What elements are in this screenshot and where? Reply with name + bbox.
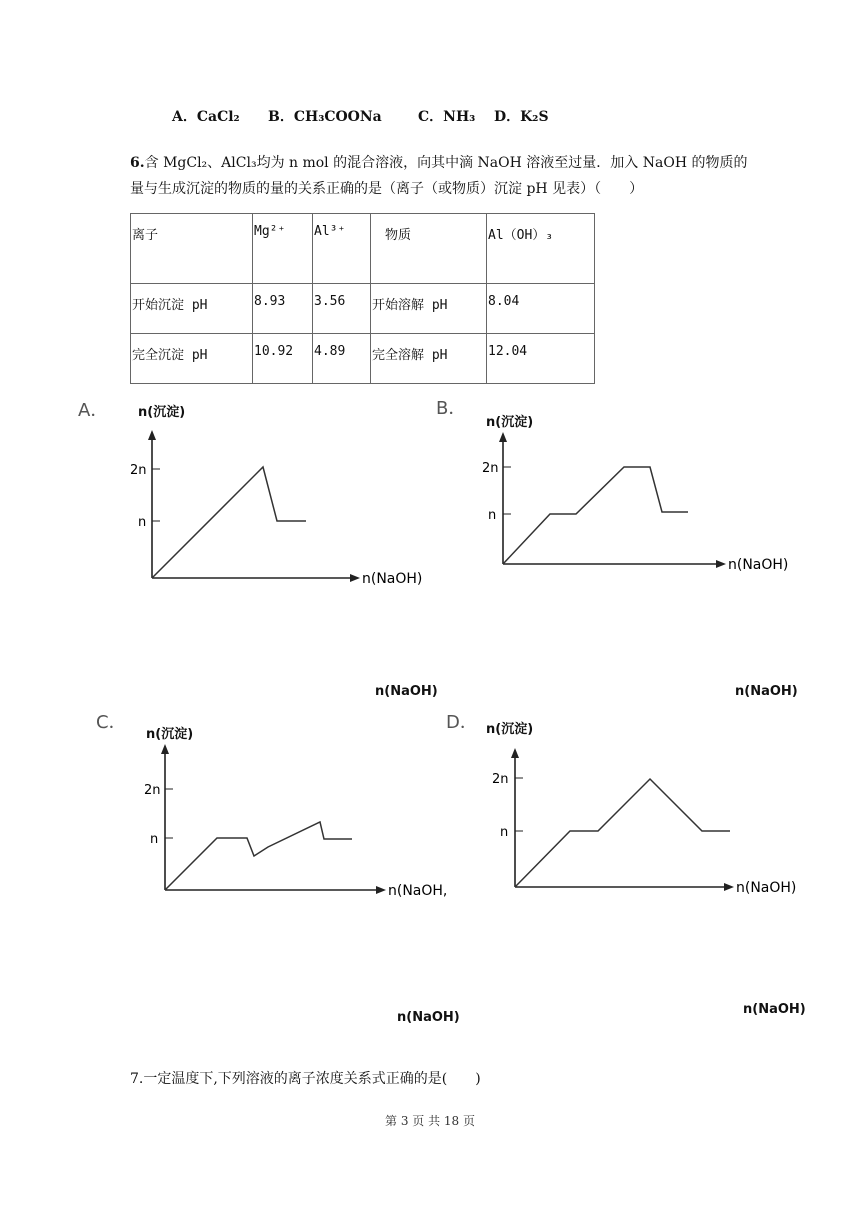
graph-d-x-arrow [724, 883, 734, 891]
graph-d-svg [440, 704, 820, 904]
graph-a-ylabel: n(沉淀) [138, 405, 186, 420]
table-cell: 完全溶解 pH [371, 334, 487, 384]
q6-number: 6. [130, 155, 145, 171]
q6-line2: 量与生成沉淀的物质的量的关系正确的是（离子（或物质）沉淀 pH 见表）（ ） [130, 181, 644, 197]
option-c: C．NH₃ [418, 109, 476, 125]
graph-b-xlabel: n(NaOH) [728, 557, 789, 573]
table-cell: 开始溶解 pH [371, 284, 487, 334]
option-a: A．CaCl₂ [172, 109, 240, 125]
graph-c-ylabel: n(沉淀) [146, 727, 194, 742]
table-cell: 开始沉淀 pH [131, 284, 253, 334]
graph-c-x-arrow [376, 886, 386, 894]
page-footer: 第 3 页 共 18 页 [385, 1114, 475, 1128]
graph-d-xlabel: n(NaOH) [736, 880, 797, 896]
table-cell: Al³⁺ [313, 214, 371, 284]
graph-a-ytick-n: n [138, 515, 147, 530]
graph-a-xlabel: n(NaOH) [362, 571, 423, 587]
graph-d [440, 704, 820, 904]
graph-a-label: A． [78, 400, 109, 421]
graph-a-svg [70, 392, 450, 592]
graph-b-x-arrow [716, 560, 726, 568]
graph-a-y-arrow [148, 430, 156, 440]
ph-table [130, 213, 595, 384]
graph-c-curve [165, 822, 352, 890]
graph-d-curve [515, 779, 730, 887]
q7-text: 7.一定温度下,下列溶液的离子浓度关系式正确的是( ) [130, 1071, 481, 1087]
graph-b-curve [503, 467, 688, 564]
table-cell: Mg²⁺ [253, 214, 313, 284]
graph-b-ytick-n: n [488, 508, 497, 523]
option-b: B．CH₃COONa [268, 109, 382, 125]
graph-b-svg [430, 392, 810, 592]
graph-a-curve [152, 467, 306, 578]
table-cell: 离子 [131, 214, 253, 284]
graph-c-label: C． [96, 712, 127, 733]
table-cell: 完全沉淀 pH [131, 334, 253, 384]
table-cell: 8.93 [253, 284, 313, 334]
graph-c-ytick-2n: 2n [144, 783, 161, 798]
table-row [131, 334, 595, 384]
table-cell: 12.04 [487, 334, 595, 384]
graph-b-below-label: n(NaOH) [735, 684, 798, 699]
graph-c-xlabel: n(NaOH, [388, 883, 448, 899]
table-cell: 4.89 [313, 334, 371, 384]
graph-b-y-arrow [499, 432, 507, 442]
option-d: D．K₂S [494, 109, 549, 125]
graph-c-ytick-n: n [150, 832, 159, 847]
graph-d-below-label: n(NaOH) [743, 1002, 806, 1017]
graph-d-ytick-n: n [500, 825, 509, 840]
graph-a-below-label: n(NaOH) [375, 684, 438, 699]
q6-line1: 含 MgCl₂、AlCl₃均为 n mol 的混合溶液，向其中滴 NaOH 溶液至过量．加入 NaOH 的物质的 [144, 155, 748, 171]
table-cell: 物质 [371, 214, 487, 284]
graph-c-below-label: n(NaOH) [397, 1010, 460, 1025]
graph-b-ylabel: n(沉淀) [486, 415, 534, 430]
table-cell: 8.04 [487, 284, 595, 334]
graph-c-y-arrow [161, 744, 169, 754]
graph-a-ytick-2n: 2n [130, 463, 147, 478]
table-row [131, 284, 595, 334]
q5-options [172, 106, 549, 126]
graph-d-ylabel: n(沉淀) [486, 722, 534, 737]
graph-d-y-arrow [511, 748, 519, 758]
table-cell: 3.56 [313, 284, 371, 334]
q6-text [130, 150, 747, 202]
graph-b [430, 392, 810, 592]
graph-b-label: B． [436, 398, 467, 419]
graph-b-ytick-2n: 2n [482, 461, 499, 476]
graph-c [90, 704, 470, 904]
table-cell: Al（OH）₃ [487, 214, 595, 284]
graph-c-svg [90, 704, 470, 904]
table-row [131, 214, 595, 284]
graph-d-ytick-2n: 2n [492, 772, 509, 787]
graph-a [70, 392, 450, 592]
graph-d-label: D． [446, 712, 478, 733]
graph-a-x-arrow [350, 574, 360, 582]
table-cell: 10.92 [253, 334, 313, 384]
